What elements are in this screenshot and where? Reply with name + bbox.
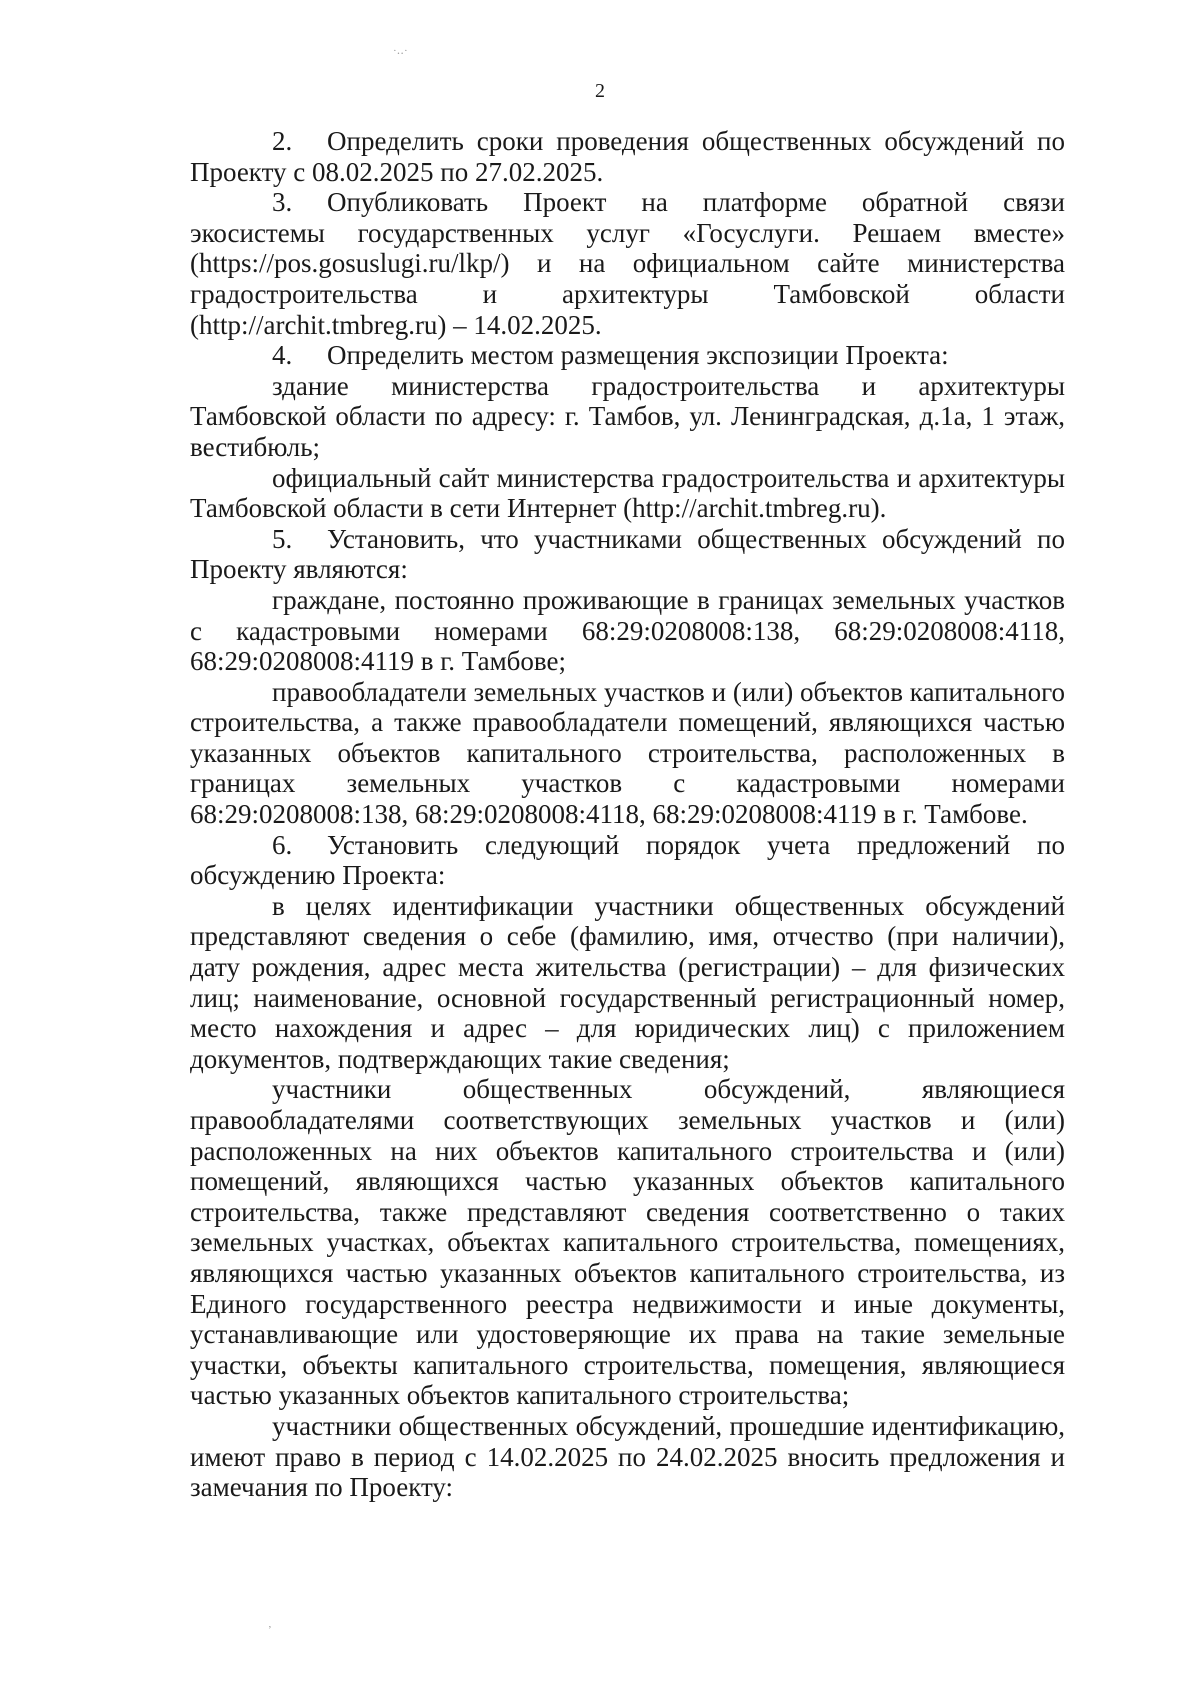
participants-residents: граждане, постоянно проживающие в границах земельных участков с кадастровыми номерами 68:29:0208008:138, 68:29:0208008:4118, 68:29:0208008:4119 в г. Тамбове; [190,584,1065,677]
exposition-place-building: здание министерства градостроительства и архитектуры Тамбовской области по адресу: г. Тамбов, ул. Ленинградская, д.1а, 1 этаж, вестибюль; [190,370,1065,462]
procedure-submission-period: участники общественных обсуждений, прошедшие идентификацию, имеют право в период с 14.02.2025 по 24.02.2025 вносить предложения и замечания по Проекту: [190,1410,1065,1503]
participants-rightholders: правообладатели земельных участков и (или) объектов капитального строительства, а также правообладатели помещений, являющихся частью указанных объектов капитального строительства, расположенных в границах земельных участков с кадастровыми номерами 68:29:0208008:138, 68:29:0208008:4118, 68:29:0208008:4119 в г. Тамбове. [190,676,1065,830]
procedure-rightholder-info: участники общественных обсуждений, являющиеся правообладателями соответствующих земельных участков и (или) расположенных на них объектов капитального строительства и (или) помещений, являющихся частью указанных объектов капитального строительства, также представляют сведения соответственно о таких земельных участках, объектах капитального строительства, помещениях, являющихся частью указанных объектов капитального строительства, из Единого государственного реестра недвижимости и иные документы, устанавливающие или удостоверяющие их права на такие земельные участки, объекты капитального строительства, помещения, являющиеся частью указанных объектов капитального строительства; [190,1074,1065,1411]
exposition-place-website: официальный сайт министерства градостроительства и архитектуры Тамбовской области в сети Интернет (http://archit.tmbreg.ru). [190,462,1065,524]
scan-artifact: ·‥· [393,45,408,57]
paragraph-item-2 [190,126,1065,187]
item-number: 6. [272,829,293,860]
item-text: Определить сроки проведения общественных обсуждений по Проекту с 08.02.2025 по 27.02.2025. [190,126,1065,187]
item-number: 3. [272,187,293,218]
item-number: 4. [272,340,293,371]
procedure-identification: в целях идентификации участники общественных обсуждений представляют сведения о себе (фамилию, имя, отчество (при наличии), дату рождения, адрес места жительства (регистрации) – для физических лиц; наименование, основной государственный регистрационный номер, место нахождения и адрес – для юридических лиц) с приложением документов, подтверждающих такие сведения; [190,890,1065,1074]
paragraph-item-5 [190,524,1065,585]
item-text: Опубликовать Проект на платформе обратной связи экосистемы государственных услуг «Госуслуги. Решаем вместе» (https://pos.gosuslugi.ru/lkp/) и на официальном сайте министерства градостроительства и архитектуры Тамбовской области (http://archit.tmbreg.ru) – 14.02.2025. [190,187,1065,340]
document-body [190,126,1065,1503]
paragraph-item-4 [190,340,1065,371]
page-number: 2 [595,80,605,102]
scan-artifact: ‚ [268,1618,272,1630]
item-text: Установить следующий порядок учета предложений по обсуждению Проекта: [190,829,1065,891]
item-number: 2. [272,126,293,156]
paragraph-item-6 [190,830,1065,891]
item-text: Определить местом размещения экспозиции Проекта: [327,340,949,371]
item-text: Установить, что участниками общественных обсуждений по Проекту являются: [190,523,1065,585]
paragraph-item-3 [190,187,1065,340]
item-number: 5. [272,523,293,554]
